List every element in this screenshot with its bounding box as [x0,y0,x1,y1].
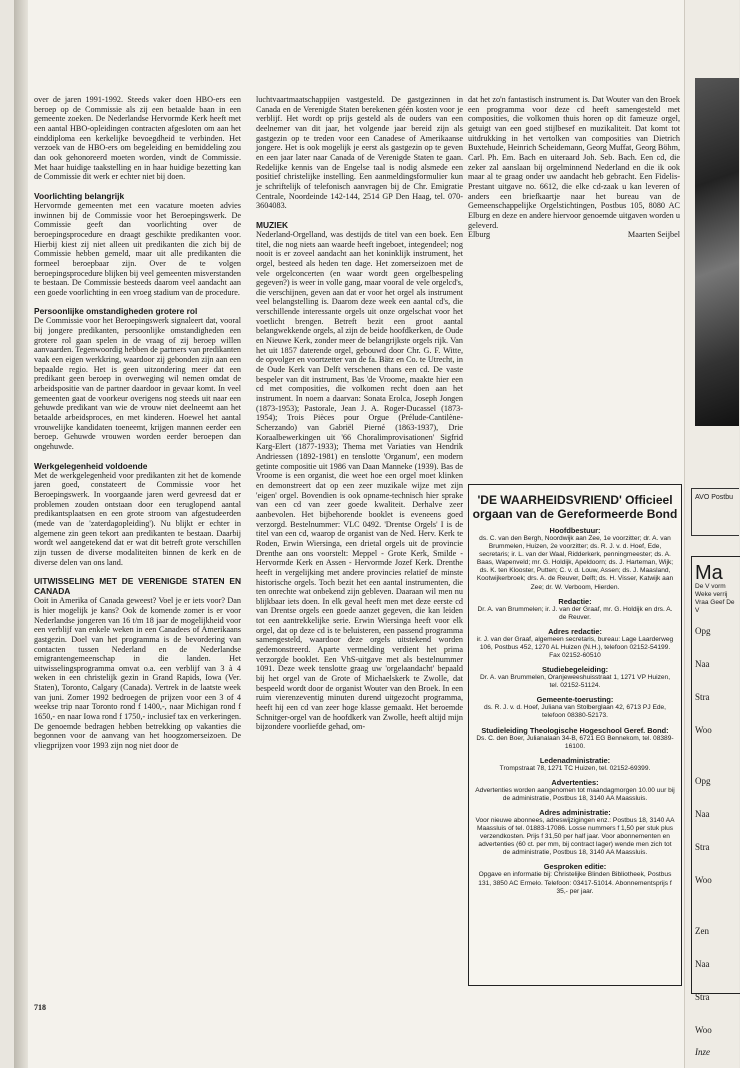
order-form-field-label: Stra [695,992,710,1002]
colophon-section-title: Advertenties: [551,777,599,787]
colophon-section-title: Studieleiding Theologische Hogeschool Geref. Bond: [481,725,669,735]
section-heading: MUZIEK [256,219,289,230]
order-form-field-label: Stra [695,692,710,702]
colophon-section-body: Dr. A. van Brummelen; ir. J. van der Graaf, mr. G. Holdijk en drs. A. de Reuver. [477,605,673,621]
facing-page-ad-box: AVO Postbu [691,488,739,536]
colophon-section-body: ir. J. van der Graaf, algemeen secretaris, bureau: Lage Laarderweg 106, Postbus 452, 1270 AL Huizen (N.H.), telefoon 02152-54199. Fax 02152-60510 [476,635,674,660]
colophon-section-title: Adres administratie: [539,807,611,817]
section-heading: Werkgelegenheid voldoende [34,460,148,471]
order-form-field-label: Stra [695,842,710,852]
facing-page-photo [695,78,739,426]
colophon-section-title: Hoofdbestuur: [549,526,601,535]
paragraph: Hervormde gemeenten met een vacature moeten advies inwinnen bij de Commissie voor het Beroepingswerk. De Commissie geeft dan voorlichting over de beroepingsprocedure en draagt geschikte predikanten voor. Hierbij kiest zij niet alleen uit predikanten die zich bij de Commissie hebben gemeld, maar uit alle predikanten die formeel beroepbaar zijn. Over de te volgen beroepingsprocedure blijken bij veel gemeenten misverstanden te bestaan. De Commissie besteeds daarom veel aandacht aan een goede voorlichting in een vroeg stadium van de procedure. [34,200,241,297]
colophon-section-body: Voor nieuwe abonnees, adreswijzigingen enz.: Postbus 18, 3140 AA Maassluis of tel. 01883-17086. Losse nummers f 1,50 per stuk plus verzendkosten. Prijs f 31,50 per half jaar. Voor abonnementen en advertenties (60 ct. per mm, bij contract lager) wende men zich tot de administratie, Postbus 18, 3140 AA Maassluis. [475,816,675,857]
facing-page-order-form [691,556,740,1057]
colophon-sections [469,526,681,896]
section-heading: Persoonlijke omstandigheden grotere rol [34,306,198,317]
paragraph: Met de werkgelegenheid voor predikanten zit het de komende jaren goed, constateert de Commissie voor het Beroepingswerk. In voorgaande jaren werd gevreesd dat er problemen zouden ontstaan door een teruglopend aantal predikantsplaatsen en een grote stroom van afgestudeerden (mede van de 'zaterdagopleiding'). Nu blijkt er echter in algemene zin geen tekort aan predikanten te bestaan. Daarbij wordt wel aangetekend dat er wat dit betreft grote verschillen zijn tussen de diverse modaliteiten binnen de kerk en de diverse delen van ons land. [34,470,241,567]
colophon-section-body: ds. R. J. v. d. Hoef, Juliana van Stolberglaan 42, 6713 PJ Ede, telefoon 08380-52173. [483,704,667,720]
binding-gutter [14,0,28,1068]
order-form-fields-c [695,915,740,1047]
colophon-section-title: Ledenadministratie: [539,755,611,765]
order-form-fields-b [695,765,740,897]
colophon-section-title: Adres redactie: [548,626,602,636]
order-form-intro: De V vorm Weke verrij Vraa Geef De V [695,583,735,614]
page-number: 718 [34,1003,46,1012]
order-form-field-label: Woo [695,875,712,885]
organ-review-continued: dat het zo'n fantastisch instrument is. Dat Wouter van den Broek een programma voor deze cd heeft samengesteld met composities, die volkomen thuis horen op dit fameuze orgel, getuigt van een goed stijlbesef en muzikaliteit. Dat komt tot uitdrukking in het vertolken van composities van Dietrich Buxtehude, Heinrich Scheidemann, Georg Muffat, Georg Böhm, Carl. Ph. Em. Bach en uiteraard Joh. Seb. Bach. Een cd, die zeker zal aanslaan bij orgelminnend Nederland en die ik ook maar al te graag onder uw aandacht heb gebracht. Een Fidelis-Prestant uitgave no. 6612, die elke cd-zaak u kan leveren of anders een briefkaartje naar het bureau van de Gemeenschappelijke Orgelstichtingen, Postbus 105, 8080 AC Elburg en deze en andere hiervoor genoemde uitgaven worden u geleverd. [468,95,680,230]
order-form-field-label: Woo [695,1025,712,1035]
order-form-heading: Ma [695,562,723,584]
colophon-section-title: Gesproken editie: [543,862,607,872]
colophon-masthead: 'DE WAARHEIDSVRIEND' Officieel orgaan van de Gereformeerde Bond [472,493,678,521]
order-form-field-label: Naa [695,809,710,819]
section-heading: Voorlichting belangrijk [34,190,125,201]
order-form-footer: Inze [695,1047,710,1057]
column-1 [34,95,241,751]
facing-page [684,0,739,1068]
colophon-section-body: Dr. A. van Brummelen, Oranjeweeshuisstraat 1, 1271 VP Huizen, tel. 02152-51124. [479,674,671,690]
signature-author: Maarten Seijbel [627,230,680,240]
section-heading: UITWISSELING MET DE VERENIGDE STATEN EN CANADA [34,576,241,597]
colophon-section-body: Opgave en informatie bij: Christelijke Blinden Bibliotheek, Postbus 131, 3850 AC Ermelo. Telefoon: 03417-51014. Abonnementsprijs f 35,- per jaar. [478,871,672,895]
colophon-box [468,484,682,986]
order-form-field-label: Zen [695,926,709,936]
colophon-section-body: ds. C. van den Bergh, Noordwijk aan Zee, 1e voorzitter; dr. A. van Brummelen, Huizen, 2e voorzitter; ds. R. J. v. d. Hoef, Ede, secretaris; ir. L. van der Waal, Ridderkerk, penningmeester; ds. A. Baas, Wapenveld; mr. G. Holdijk, Apeldoorn; ds. J. Harteman, Wijk; ds. K. ten Klooster, Putten; C. v. d. Louw, Assen; ds. J. Maasland, Kootwijkerbroek; drs. A. de Reuver, Delft; ds. H. Visser, Katwijk aan Zee; dr. W. Verboom, Hierden. [476,535,674,591]
order-form-fields-a [695,615,740,747]
colophon-section-title: Studiebegeleiding: [541,665,609,675]
order-form-field-label: Naa [695,959,710,969]
order-form-field-label: Opg [695,626,711,636]
signature-line [468,230,680,240]
paragraph: over de jaren 1991-1992. Steeds vaker doen HBO-ers een beroep op de Commissie als zij een betaalde baan in een gemeente zoeken. De Nederlandse Hervormde Kerk heeft met een aantal HBO-opleidingen contracten afgesloten om aan het einddiploma een kerkelijke bevoegdheid te verbinden. Het verzoek van de HBO-ers om begeleiding en bemiddeling zou dan ook gehonoreerd moeten worden, vindt de Commissie. Met haar huidige taakstelling en in haar huidige bezetting kan de Commissie dit werk er echter niet bij doen. [34,95,241,182]
order-form-field-label: Naa [695,659,710,669]
colophon-section-body: Ds. C. den Boer, Julianalaan 34-B, 6721 EG Bennekom, tel. 08389-16100. [476,734,674,750]
column-2 [256,95,463,732]
colophon-section-title: Redactie: [558,596,592,606]
paragraph: Nederland-Orgelland, was destijds de titel van een boek. Een titel, die nog niets aan waarde heeft ingeboet, integendeel; nog nooit is er zoveel aandacht aan het koninklijk instrument, het orgel, besteed als heden ten dage. Het zomerseizoen met de vele orgelconcerten (en waar wordt geen orgelbespeling gegeven?) is weer in volle gang, maar vooral de vele orgelcd's, die verschijnen, geven aan dat er voor het orgel als instrument veel belangstelling is. Daarom deze week een aantal cd's, die verschillende interessante orgels uit onze orgelschat voor het voetlicht brengen. Betreft bezit een groot aantal belangwekkende orgels, al zijn de beide hoofdkerken, de Oude en Nieuwe Kerk, zonder meer de belangrijkste orgels rijk. Van het uit 1857 daterende orgel, gebouwd door Chr. G. F. Witte, de opvolger en voortzetter van de fa. Bätz en Co. te Utrecht, in de Oude Kerk van Delft verschenen thans een cd. De vaste bespeler van dit instrument, Bas 'de Vroome, maakte hier een cd met composities, die volkomen recht doen aan het instrument. In noem a daarvan: Sonata Erolca, Joseph Jongen (1873-1953); Pastorale, Jean J. A. Roger-Ducassel (1873-1954); Trois Pièces pour Orgue (Prélude-Cantilène-Scherzando) van Gabriël Pierné (1863-1937), Drie Koraalbewerkingen uit '66 Choralimprovisationen' Sigfrid Karg-Elert (1877-1933); Thema met Variaties van Hendrik Andriessen (1892-1981) en tenslotte 'Organum', een modern getinte compositie uit 1986 van Daan Manneke (1939). Bas de Vroome is een organist, die weet hoe een orgel moet klinken en demonstreert dat op een zeer muzikale wijze met zijn 'eigen' orgel. Bovendien is ook opname-technisch hier sprake van een cd van zeer goede kwaliteit. Derhalve zeer aanbevolen. Het bijbehorende booklet is eveneens goed verzorgd. Bestelnummer: VLC 0492. 'Drentse Orgels' I is de titel van een cd, waarop de organist van de Ned. Herv. Kerk te Roden, Erwin Wiersinga, een drietal orgels uit de provincie Drenthe aan ons voorstelt: Meppel - Grote Kerk, Smilde - Hervormde Kerk en Assen - Hervormde Jozef Kerk. Drenthe heeft in vergelijking met andere provincies relatief de minste historische orgels. Toch bezit het een aantal instrumenten, die ten onrechte wat onbekend zijn gebleven. Daaraan wil men nu blijkbaar iets doen. In elk geval heeft men met deze eerste cd van Drentse orgels een goede aanzet gegeven, die kan leiden tot een aantrekkelijke serie. Erwin Wiersinga heeft voor elk orgel, dat op deze cd is te beluisteren, een passend programma samengesteld, waardoor deze orgels uitstekend worden gedemonstreerd. Aparte vermelding verdient het prima verzorgde booklet. Een VhS-uitgave met als bestelnummer 1091. Deze week tenslotte graag uw 'orgelaandacht' bepaald bij het orgel van de Grote of Michaelskerk te Zwolle, dat bespeeld wordt door de organist Wouter van den Broek. In een ruim vierenzeventig minuten durend uitgezocht programma, heeft hij een cd van zeer hoge klasse gemaakt. Het beroemde Schnitger-orgel van de hoofdkerk van Zwolle, heeft altijd mijn bijzondere voorliefde gehad, om- [256,229,463,732]
paragraph: De Commissie voor het Beroepingswerk signaleert dat, vooral bij jongere predikanten, persoonlijke omstandigheden een grotere rol gaan spelen in de vraag of zij beroep willen aanvaarden. Tegenwoordig hebben de partners van predikanten vaak een eigen werkkring, waardoor zij gebonden zijn aan een bepaalde regio. Het is geen uitzondering meer dat een predikant geen beroep in overweging wil nemen omdat de arbeidspositie van de partner daardoor in gevaar komt. In veel gemeenten gaat de voorkeur overigens nog steeds uit naar een gehuwde predikant van wie de vrouw niet deelneemt aan het betaalde arbeidsproces, en met kinderen. Hoewel het aantal vrouwelijke kandidaten toeneemt, krijgen mannen eerder een beroep. Gehuwde vrouwen worden eerder beroepen dan ongehuwde. [34,316,241,451]
paragraph: Ooit in Amerika of Canada geweest? Voel je er iets voor? Dan is hier mogelijk je kans? Ook de komende zomer is er voor Nederlandse jongeren van 16 t/m 18 jaar de mogelijkheid voor een verblijf van enkele weken in een Canadees of Amerikaans gastgezin. Doel van het programma is de bevordering van contacten tussen Nederland en de Nederlandse emigrantengemeenschap in die landen. Het uitwisselingsprogramma omvat o.a. een verblijf van 3 à 4 weken in een christelijk gezin in Grand Rapids, Iowa (Ver. Staten), Toronto, Calgary (Canada). Vertrek in de laatste week van juni. Zomer 1992 bedroegen de prijzen voor een 3 of 4 weekse trip naar Toronto rond f 1400,-, naar Michigan rond f 1650,- en naar Iowa rond f 1750,- inclusief tax en verkeringen. De genoemde bedragen hebben betrekking op vakanties die begonnen voor de aanvang van het hoogzomerseizoen. De vliegprijzen voor 1993 zijn nog niet door de [34,596,241,751]
colophon-section-body: Trompstraat 78, 1271 TC Huizen, tel. 02152-69399. [499,764,651,772]
order-form-field-label: Opg [695,776,711,786]
colophon-section-title: Gemeente-toerusting: [536,695,614,705]
paragraph: luchtvaartmaatschappijen vastgesteld. De gastgezinnen in Canada en de Verenigde Staten berekenen géén kosten voor je verblijf. Het wordt op prijs gesteld als de ouders van een deelnemer van dit jaar, het volgende jaar bereid zijn als gastgezin op te treden voor een Canadese of Amerikaanse jongere. Het is ook mogelijk je eerst als gastgezin op te geven en een jaar later naar Canada of de Verenigde Staten te gaan. Redelijke kennis van de Engelse taal is nodig alsmede een positief christelijke instelling. Een aanmeldingsformulier kun je schriftelijk of telefonisch aanvragen bij de Chr. Emigratie Centrale, Noordeinde 142-144, 2514 GP Den Haag, tel. 070-3604083. [256,95,463,211]
signature-place: Elburg [468,230,491,240]
order-form-field-label: Woo [695,725,712,735]
column-3 [468,95,680,240]
colophon-section-body: Advertenties worden aangenomen tot maandagmorgen 10.00 uur bij de administratie, Postbus 18, 3140 AA Maassluis. [475,786,675,802]
